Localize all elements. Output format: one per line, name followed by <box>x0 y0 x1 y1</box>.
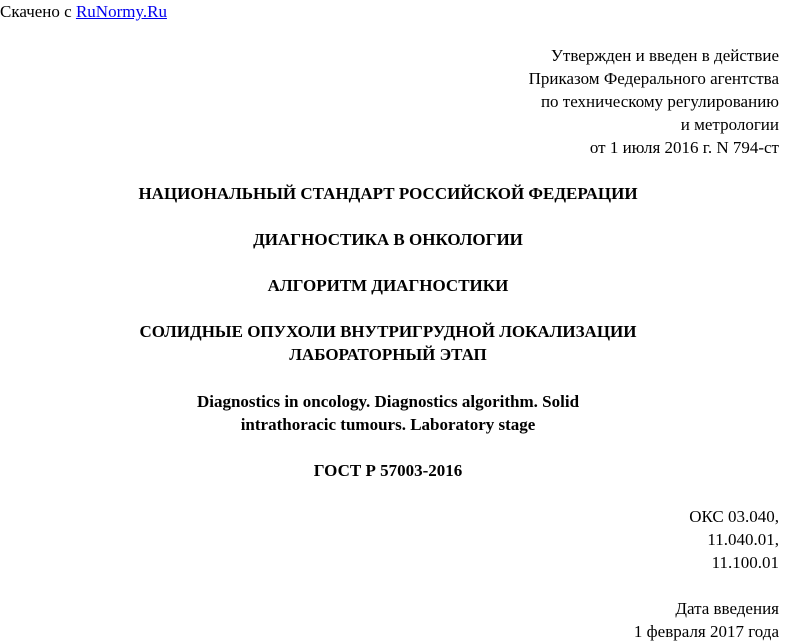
subject-heading <box>0 320 776 366</box>
source-line <box>0 0 167 23</box>
standard-type-heading <box>0 182 776 205</box>
source-prefix: Скачено с <box>0 2 76 21</box>
approval-line: Утвержден и введен в действие <box>550 46 779 65</box>
oks-block <box>689 505 779 574</box>
introduction-label: Дата введения <box>675 599 779 618</box>
field-heading <box>0 228 776 251</box>
oks-line: 11.040.01, <box>707 530 779 549</box>
introduction-date: 1 февраля 2017 года <box>633 622 779 641</box>
english-line-2: intrathoracic tumours. Laboratory stage <box>240 415 536 434</box>
english-line-1: Diagnostics in oncology. Diagnostics algorithm. Solid <box>196 392 580 411</box>
gost-number-heading <box>0 459 776 482</box>
algorithm-heading <box>0 274 776 297</box>
subject-line-1: СОЛИДНЫЕ ОПУХОЛИ ВНУТРИГРУДНОЙ ЛОКАЛИЗАЦИИ <box>139 322 637 341</box>
field-text: ДИАГНОСТИКА В ОНКОЛОГИИ <box>253 230 523 249</box>
gost-number-text: ГОСТ Р 57003-2016 <box>313 461 463 480</box>
approval-line: и метрологии <box>680 115 779 134</box>
approval-line: по техническому регулированию <box>540 92 779 111</box>
approval-block <box>529 44 779 159</box>
subject-line-2: ЛАБОРАТОРНЫЙ ЭТАП <box>289 345 487 364</box>
source-link[interactable]: RuNormy.Ru <box>75 2 167 21</box>
oks-line: 11.100.01 <box>711 553 779 572</box>
introduction-date-block <box>634 597 779 643</box>
standard-type-text: НАЦИОНАЛЬНЫЙ СТАНДАРТ РОССИЙСКОЙ ФЕДЕРАЦИИ <box>138 184 638 203</box>
algorithm-text: АЛГОРИТМ ДИАГНОСТИКИ <box>267 276 509 295</box>
approval-line: Приказом Федерального агентства <box>528 69 779 88</box>
oks-line: ОКС 03.040, <box>689 507 779 526</box>
english-title <box>0 390 776 436</box>
approval-line: от 1 июля 2016 г. N 794-ст <box>589 138 779 157</box>
